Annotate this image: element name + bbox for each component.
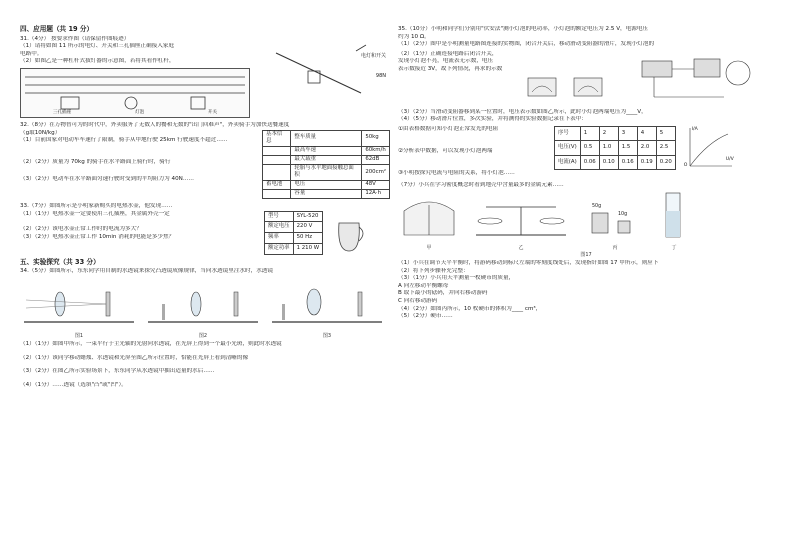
lens-figure-3	[268, 278, 386, 330]
q32-cell: 12A·h	[362, 189, 390, 198]
q35-td: 0.20	[656, 155, 675, 169]
q33-line-2: （2）（2分）该电水壶正常工作时的电流为多大？	[20, 226, 142, 233]
fig-caption-1: 图1	[74, 333, 84, 340]
q32-head: 32.（8分）在万物智可为的时代中，外卖服务了无数人的餐和无数的"出门回难声"，外卖骑手为加快送餐速度	[20, 121, 290, 128]
q35-th: 5	[656, 126, 675, 140]
q36-line-3: （3）（1分）小兵用天平测量一枚硬币的质量，	[398, 275, 515, 282]
q35-line-3: （2）（1分）正确连接电路后闭合开关，	[398, 50, 498, 57]
graph-x-label: U/V	[725, 157, 734, 163]
q32-cell: 整车质量	[291, 130, 362, 146]
q35-td: 电压(V)	[555, 141, 581, 155]
q35-td: 0.5	[580, 141, 599, 155]
q35-more-2: ②分析表中数据，可以发现小灯泡两端	[398, 147, 493, 154]
q32-line-2: （1）目前国家对电动车车速行了限制，骑手从甲地行驶 25km 行驶速度不超过……	[20, 137, 228, 144]
circuit-photo	[634, 51, 764, 109]
iu-graph	[682, 126, 734, 170]
q36-line-2: （2）将下列步骤补充完整：	[398, 267, 469, 274]
q32-cell: 50kg	[362, 130, 390, 146]
scale-figure	[398, 191, 460, 241]
q35-line-2: （1）（2分）图甲是小明测量电路图连接的实物图，闭合开关后，移动滑动变阻器的滑片，发现小灯泡的	[398, 41, 655, 48]
q31-lever-figure	[256, 43, 386, 118]
fig-label-switch: 开关	[207, 110, 218, 116]
q35-th: 4	[637, 126, 656, 140]
q32-cell	[263, 164, 291, 180]
q32-line-4: （3）（2分）电动车在水平路面匀速行驶时受到的平均阻力为 40N……	[20, 176, 195, 183]
q32-cell: 电压	[291, 180, 362, 189]
bulb-icon	[125, 97, 137, 109]
left-column	[20, 26, 390, 389]
q36-line-1: （1）小兵在调节天平平衡时，将游码移动到标尺左端的零刻度线处后，发现指针如图 17 甲所示，则应下	[398, 259, 659, 266]
fig-jia: 甲	[426, 244, 432, 251]
q32-cell: 蓄电池	[263, 180, 291, 189]
q35-line-5: 表示数接近 3V，故下列情况，再求的示数	[398, 65, 503, 72]
switch-icon	[191, 97, 205, 109]
section4-title: 四、应用题（共 19 分）	[20, 25, 94, 33]
fig-label-bulb: 灯泡	[134, 110, 145, 116]
q35-td: 1.5	[618, 141, 637, 155]
lens-figure-1	[20, 278, 138, 330]
q31-circuit-figure	[20, 68, 250, 118]
q32-table	[262, 130, 390, 199]
q32-cell	[263, 189, 291, 198]
meter-figure	[398, 74, 628, 100]
q35-td: 0.19	[637, 155, 656, 169]
q33-cell: 额定电压	[265, 222, 294, 233]
q33-cell: SYL-520	[293, 211, 322, 222]
q34-line-1: （1）（1分）如图甲所示，一束平行于主光轴的光射向水透镜，在光屏上得到一个最小光斑，则此时水透镜	[20, 340, 282, 347]
fig-yi: 乙	[518, 244, 524, 251]
q35-td: 0.06	[580, 155, 599, 169]
q31-body	[20, 43, 390, 118]
q31-line-1: （1）请将如图 11 所示的电灯、开关和三孔插座正确接入家庭	[20, 43, 175, 50]
fig-17-caption: 图17	[580, 252, 592, 259]
q33-cell: 1 210 W	[293, 243, 322, 254]
q35-figure-row	[398, 51, 774, 109]
q31-line-2: 电路中。	[20, 50, 43, 57]
q32-body	[20, 130, 390, 199]
q34-line-4: （4）（1分）……透镜（选填"凸"或"凹"）。	[20, 381, 127, 388]
q35-td: 电流(A)	[555, 155, 581, 169]
q32-cell: 最大载重	[291, 155, 362, 164]
q35-th: 2	[599, 126, 618, 140]
q36-line-6: C 向右移动游码	[398, 297, 438, 304]
q33-line-3: （3）（2分）电热水壶正常工作 10min 消耗的电能是多少焦？	[20, 233, 175, 240]
weight-10g: 10g	[618, 212, 628, 218]
q35-th: 1	[580, 126, 599, 140]
q35-more-1: ①由表格数据可知小灯泡正常发光的电阻	[398, 125, 499, 132]
section5-title: 五、实验探究（共 33 分）	[20, 257, 100, 266]
q31-head: 31.（4分） 按要求作图（请保留作图痕迹）	[20, 35, 130, 42]
graph-y-label: I/A	[691, 126, 698, 132]
right-column	[398, 26, 774, 321]
q35-more-3: ③小明按探究电流与电阻的关系，将小灯泡……	[398, 169, 515, 176]
q36-line-8: （5）（2分）硬币……	[398, 313, 453, 320]
q32-cell: 轮胎与水平地面接触总面积	[291, 164, 362, 180]
lens-figure-2	[144, 278, 262, 330]
q32-cell	[263, 146, 291, 155]
q34-line-3: （3）（2分）在图乙所示实验场景下，东东同学从水透镜中抽出适量的水后……	[20, 368, 215, 375]
fig-caption-2: 图2	[198, 333, 208, 340]
q32-cell: 62dB	[362, 155, 390, 164]
lever-label-1: 电灯和开关	[360, 53, 386, 60]
q36-head: （7分）小兵在学习密度概念时看到地壳中含量最多的金属元素……	[398, 181, 564, 188]
weight-50g: 50g	[592, 204, 602, 210]
graph-origin: O	[683, 163, 688, 169]
q35-th: 序号	[555, 126, 581, 140]
fig-caption-3: 图3	[322, 333, 332, 340]
q35-head: 35.（10分）小明和同学们分别用"伏安法"测小灯泡的电功率，小灯泡的额定电压为 2.5 V，电源电压	[398, 26, 649, 32]
q32-cell	[263, 155, 291, 164]
q32-line-1: （g取10N/kg）	[20, 129, 61, 136]
q33-cell: 型号	[265, 211, 294, 222]
q34-figures	[20, 278, 390, 341]
q35-line-1: 约为 10 Ω。	[398, 33, 430, 40]
q34-line-2: （2）（1分）该同学移动蜡烛、水透镜和光屏至图乙所示位置时，恰能在光屏上看到清晰的像	[20, 354, 249, 361]
q33-line-1: （1）（1分）电热水壶一定要使用三孔插座，其金属外壳一定	[20, 210, 170, 217]
q33-head: 33.（7分）如图所示是小明家新购买的电热水壶，他发现……	[20, 202, 173, 209]
q32-cell: 基本信息	[263, 130, 291, 146]
q35-table	[554, 126, 676, 170]
fig-ding: 丁	[671, 244, 677, 251]
q35-th: 3	[618, 126, 637, 140]
q35-td: 2.0	[637, 141, 656, 155]
balance-figure	[466, 191, 576, 241]
q35-td: 1.0	[599, 141, 618, 155]
q34-head: 34.（5分）如图所示，东东同学用自制的水透镜来探究凸透镜成像规律，当向水透镜里注水时，水透镜	[20, 268, 273, 275]
q32-line-3: （2）（2分）质量为 70kg 的骑手在水平路面上骑行时，骑行	[20, 158, 171, 165]
fig-label-socket: 三孔插座	[52, 110, 72, 116]
fig-bing: 丙	[612, 244, 618, 251]
q33-body	[20, 211, 390, 255]
lever-label-2: 98N	[375, 73, 386, 80]
q36-line-5: B 取下最小的砝码，并向右移动游码	[398, 290, 488, 297]
q33-table	[264, 211, 323, 255]
socket-icon	[61, 97, 79, 109]
q35-line-4: 发现小灯泡不亮，电流表无示数，电压	[398, 58, 494, 65]
q32-cell: 60km/h	[362, 146, 390, 155]
q33-cell: 频率	[265, 233, 294, 244]
q36-line-7: （4）（2分）如图丙所示，10 枚硬币的体积为____ cm³，	[398, 305, 542, 312]
q33-cell: 220 V	[293, 222, 322, 233]
q36-figures	[398, 191, 774, 252]
kettle-icon	[329, 211, 369, 255]
weights-figure	[582, 191, 648, 241]
q35-td: 2.5	[656, 141, 675, 155]
q35-table-row	[398, 126, 774, 170]
q33-cell: 额定功率	[265, 243, 294, 254]
q31-line-3: （2）如图乙是一种杠杆式拔钉器的示意图，若将其看作杠杆，	[20, 58, 175, 65]
q35-td: 0.10	[599, 155, 618, 169]
q35-line-6: （3）（2分）当滑动变阻器移到某一位置时，电压表示数如图乙所示，此时小灯泡两端电压为____V，	[398, 108, 647, 115]
q32-cell: 48V	[362, 180, 390, 189]
q33-cell: 50 Hz	[293, 233, 322, 244]
q32-cell: 200cm²	[362, 164, 390, 180]
q35-line-7: （4）（5分）移动滑片位置，多次实验，并将测得的实验数据记录在下表中：	[398, 116, 587, 123]
cylinder-figure	[654, 191, 694, 241]
q35-td: 0.16	[618, 155, 637, 169]
q32-cell: 容量	[291, 189, 362, 198]
q32-cell: 最高车速	[291, 146, 362, 155]
q36-line-4: A 向左移动平衡螺母	[398, 282, 449, 289]
